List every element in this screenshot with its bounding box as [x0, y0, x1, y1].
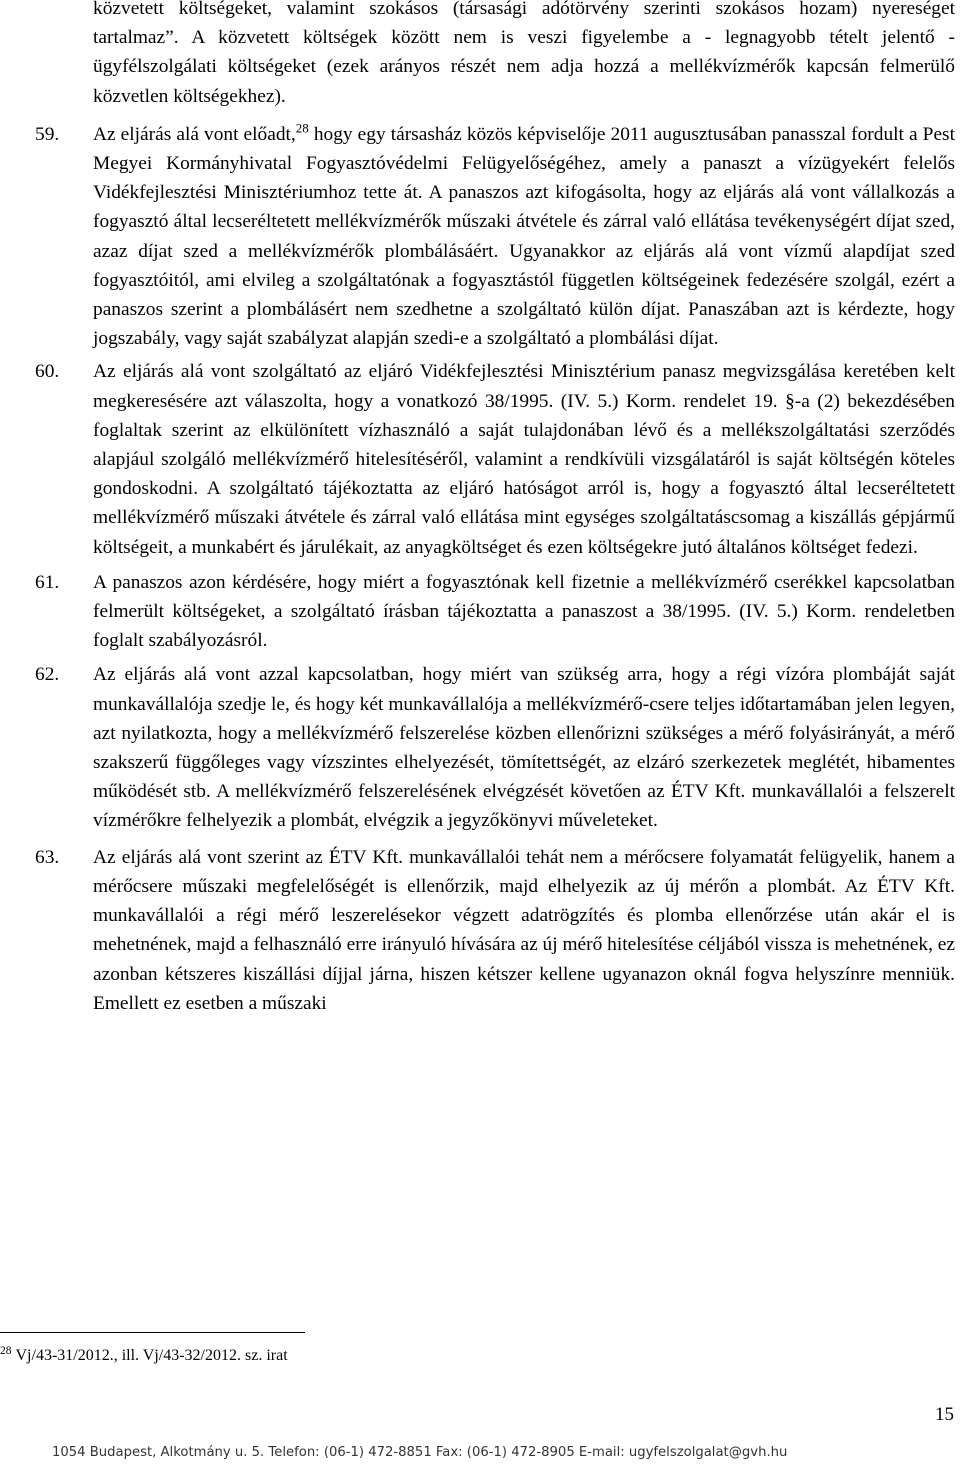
paragraph-number: 61.	[35, 571, 60, 593]
paragraph-63	[0, 843, 960, 1018]
intro-paragraph: közvetett költségeket, valamint szokásos (társasági adótörvény szerinti szokásos hozam) nyereséget tartalmaz”. A közvetett költségek között nem is veszi figyelembe a - legnagyobb tételt jelentő - ügyfélszolgálati költségeket (ezek arányos részét nem adja hozzá a mellékvízmérők kapcsán felmerülő közvetlen költségekhez).	[93, 0, 955, 107]
paragraph-number: 59.	[35, 123, 60, 145]
footnote	[0, 1344, 288, 1368]
footnote-text: Vj/43-31/2012., ill. Vj/43-32/2012. sz. irat	[15, 1347, 288, 1364]
paragraph-text: A panaszos azon kérdésére, hogy miért a fogyasztónak kell fizetnie a mellékvízmérő cserékkel kapcsolatban felmerült költségeket, a szolgáltató írásban tájékoztatta a panaszost a 38/1995. (IV. 5.) Korm. rendeletben foglalt szabályozásról.	[93, 571, 955, 652]
paragraph-62	[0, 660, 960, 835]
footnote-separator	[0, 1332, 305, 1333]
paragraph-text: Az eljárás alá vont azzal kapcsolatban, hogy miért van szükség arra, hogy a régi vízóra plombáját saját munkavállalója szedje le, és hogy két munkavállalója a mellékvízmérő-csere teljes időtartamában jelen legyen, azt nyilatkozta, hogy a mellékvízmérő felszerelése közben ellenőrizni szükséges a mérő folyásirányát, a mérő szakszerű függőleges vagy vízszintes elhelyezését, tömítettségét, az elzáró szerkezetek meglétét, hibamentes működését stb. A mellékvízmérő felszerelésének elvégzését követően az ÉTV Kft. munkavállalói a felszerelt vízmérőkre felhelyezik a plombát, elvégzik a jegyzőkönyvi műveleteket.	[93, 664, 955, 832]
paragraph-number: 62.	[35, 664, 60, 686]
paragraph-60	[0, 357, 960, 561]
paragraph-text: Az eljárás alá vont szerint az ÉTV Kft. munkavállalói tehát nem a mérőcsere folyamatát felügyelik, hanem a mérőcsere műszaki megfelelőségét is ellenőrzik, majd elhelyezik az új mérőn a plombát. Az ÉTV Kft. munkavállalói a régi mérő leszerelésekor végzett adatrögzítés és plomba ellenőrzése után akár el is mehetnének, majd a felhasználó erre irányuló hívására az új mérő hitelesítése céljából vissza is mehetnének, ez azonban kétszeres kiszállási díjjal járna, hiszen kétszer kellene ugyanazon oknál fogva helyszínre menniük. Emellett ez esetben a műszaki	[93, 846, 955, 1014]
footnote-number: 28	[0, 1344, 12, 1357]
paragraph-text-start: Az eljárás alá vont előadt,	[93, 123, 296, 145]
paragraph-61	[0, 568, 960, 656]
paragraph-number: 60.	[35, 361, 60, 383]
paragraph-number: 63.	[35, 846, 60, 868]
footnote-reference[interactable]: 28	[295, 120, 309, 136]
page-footer: 1054 Budapest, Alkotmány u. 5. Telefon: (06-1) 472-8851 Fax: (06-1) 472-8905 E-mail: ugyfelszolgalat@gvh.hu	[52, 1445, 788, 1460]
page-number: 15	[935, 1404, 954, 1425]
paragraph-59	[0, 120, 960, 354]
paragraph-text: Az eljárás alá vont szolgáltató az eljáró Vidékfejlesztési Minisztérium panasz megvizsgálása keretében kelt megkeresésére azt válaszolta, hogy a vonatkozó 38/1995. (IV. 5.) Korm. rendelet 19. §-a (2) bekezdésében foglaltak szerint az elkülönített vízhasználó a saját tulajdonában lévő és a mellékszolgáltatási szerződés alapjául szolgáló mellékvízmérő hitelesítéséről, valamint a rendkívüli vizsgálatáról is saját költségén köteles gondoskodni. A szolgáltató tájékoztatta az eljáró hatóságot arról is, hogy a fogyasztó által lecseréltetett mellékvízmérő műszaki átvétele és zárral való ellátása mint egységes szolgáltatáscsomag a kiszállás gépjármű költségeit, a munkabért és járulékait, az anyagköltséget és ezen költségekre jutó általános költséget fedezi.	[93, 361, 955, 558]
paragraph-text: hogy egy társasház közös képviselője 2011 augusztusában panasszal fordult a Pest Megyei Kormányhivatal Fogyasztóvédelmi Felügyelőségéhez, amely a panaszt a vízügyekért felelős Vidékfejlesztési Minisztériumhoz tette át. A panaszos azt kifogásolta, hogy az eljárás alá vont vállalkozás a fogyasztó által lecseréltetett mellékvízmérők műszaki átvétele és zárral való ellátása tevékenységért díjat szed, azaz díjat szed a mellékvízmérők plombálásáért. Ugyanakkor az eljárás alá vont vízmű alapdíjat szed fogyasztóitól, ami elvileg a szolgáltatónak a fogyasztástól független költségeinek fedezésére szolgál, ezért a panaszos szerint a plombálásért nem szedhetne a szolgáltató külön díjat. Panaszában azt is kérdezte, hogy jogszabály, vagy saját szabályzat alapján szedi-e a szolgáltató a plombálási díjat.	[93, 123, 955, 350]
